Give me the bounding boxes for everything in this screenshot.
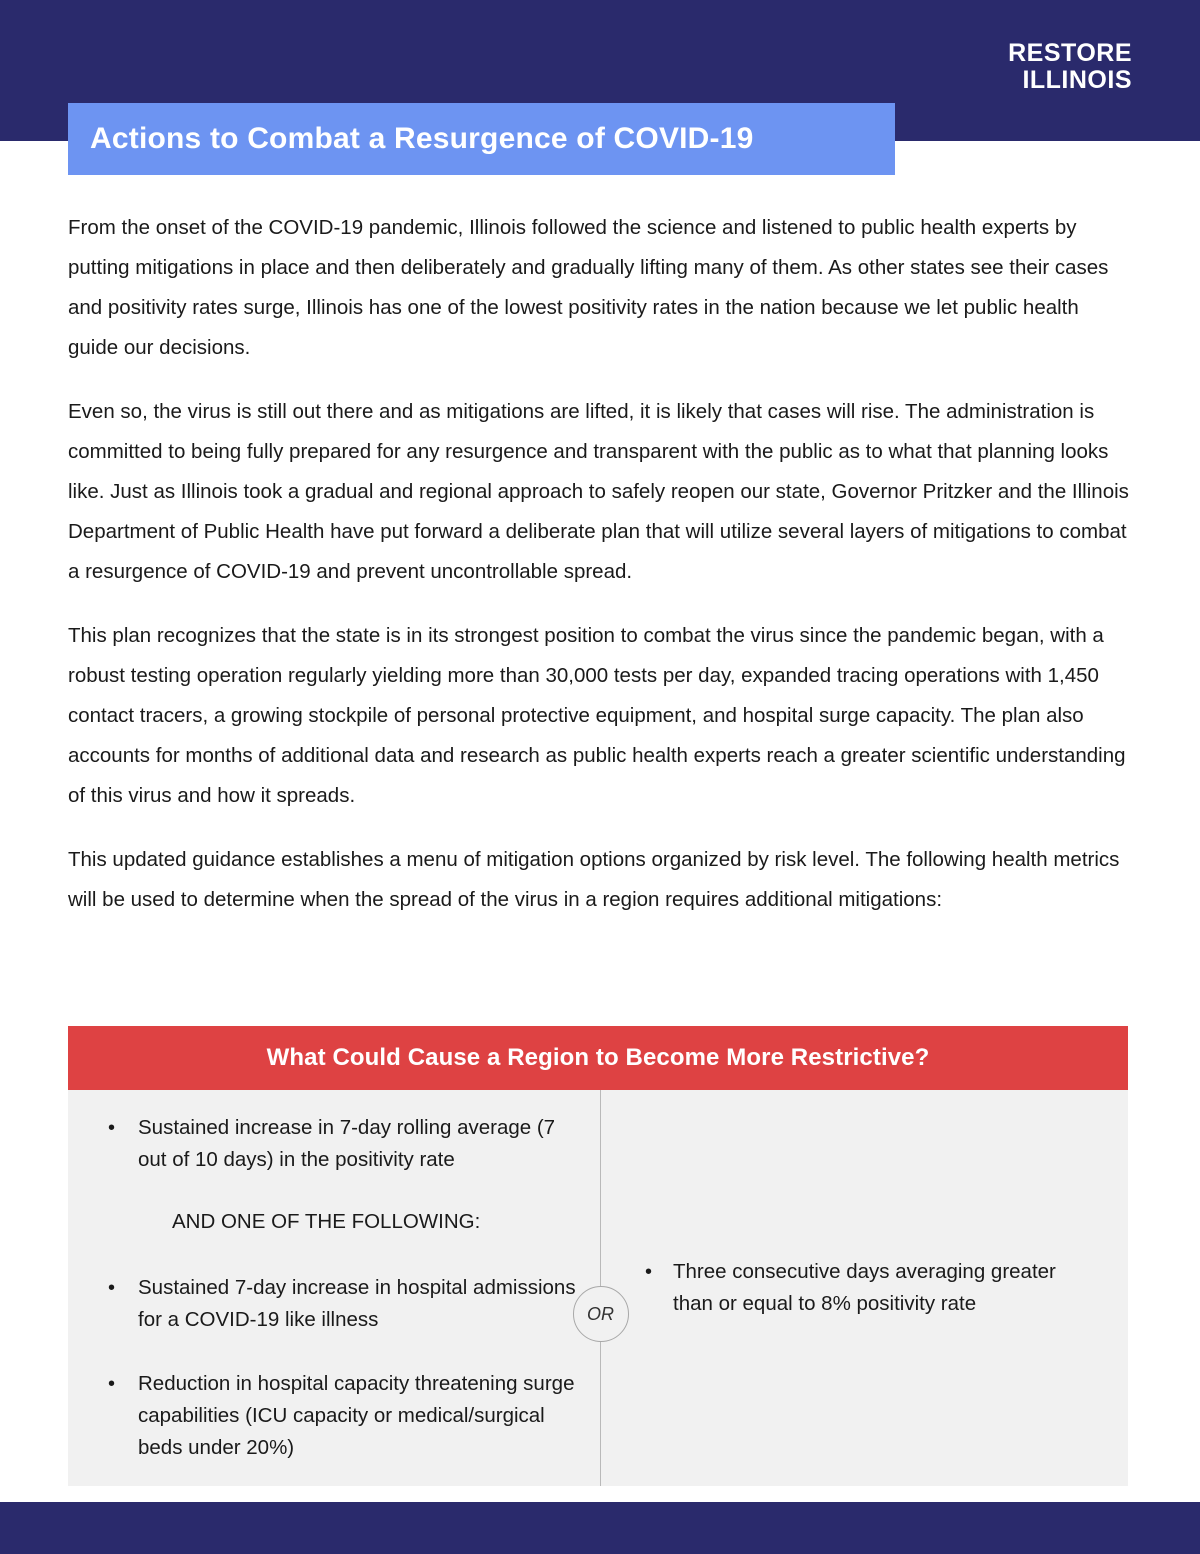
callout-vertical-divider [587,1090,614,1486]
left-bullets-top-list [86,1112,576,1176]
body-paragraph-2: Even so, the virus is still out there and as mitigations are lifted, it is likely that cases will rise. The administration is committed to being fully prepared for any resurgence and transparent with the public as to what that planning looks like. Just as Illinois took a gradual and regional approach to safely reopen our state, Governor Pritzker and the Illinois Department of Public Health have put forward a deliberate plan that will utilize several layers of mitigations to combat a resurgence of COVID-19 and prevent uncontrollable spread. [68,400,1129,583]
or-badge: OR [573,1286,629,1342]
body-paragraph-4: This updated guidance establishes a menu of mitigation options organized by risk level. The following health metrics will be used to determine when the spread of the virus in a region requires additional mitigations: [68,848,1120,911]
brand-line-restore: RESTORE [1008,39,1132,67]
brand-line-illinois: ILLINOIS [1022,66,1132,94]
callout-left-column [68,1090,600,1486]
document-body [68,208,1132,920]
restore-illinois-logo [1008,40,1132,94]
list-item: • Reduction in hospital capacity threatening surge capabilities (ICU capacity or medical/surgical beds under 20%) [86,1368,576,1464]
list-item: • Sustained increase in 7-day rolling average (7 out of 10 days) in the positivity rate [86,1112,576,1176]
list-item: • Three consecutive days averaging greater than or equal to 8% positivity rate [643,1256,1100,1320]
page-footer-band [0,1502,1200,1554]
list-item: • Sustained 7-day increase in hospital admissions for a COVID-19 like illness [86,1272,576,1336]
right-bullets-list [643,1256,1100,1320]
callout-header-title: What Could Cause a Region to Become More Restrictive? [266,1044,930,1071]
title-banner [68,103,895,175]
body-paragraph-3: This plan recognizes that the state is in its strongest position to combat the virus since the pandemic began, with a robust testing operation regularly yielding more than 30,000 tests per day, expanded tracing operations with 1,450 contact tracers, a growing stockpile of personal protective equipment, and hospital surge capacity. The plan also accounts for months of additional data and research as public health experts reach a greater scientific understanding of this virus and how it spreads. [68,624,1126,807]
page-title: Actions to Combat a Resurgence of COVID-19 [90,122,754,155]
and-one-of-the-following-label: AND ONE OF THE FOLLOWING: [172,1210,481,1233]
callout-body [68,1090,1128,1486]
body-paragraph-1: From the onset of the COVID-19 pandemic, Illinois followed the science and listened to public health experts by putting mitigations in place and then deliberately and gradually lifting many of them. As other states see their cases and positivity rates surge, Illinois has one of the lowest positivity rates in the nation because we let public health guide our decisions. [68,216,1109,359]
callout-header [68,1026,1128,1090]
restrictive-criteria-callout [68,1026,1128,1486]
callout-right-column [601,1090,1128,1486]
left-bullets-bottom-list [86,1272,576,1464]
